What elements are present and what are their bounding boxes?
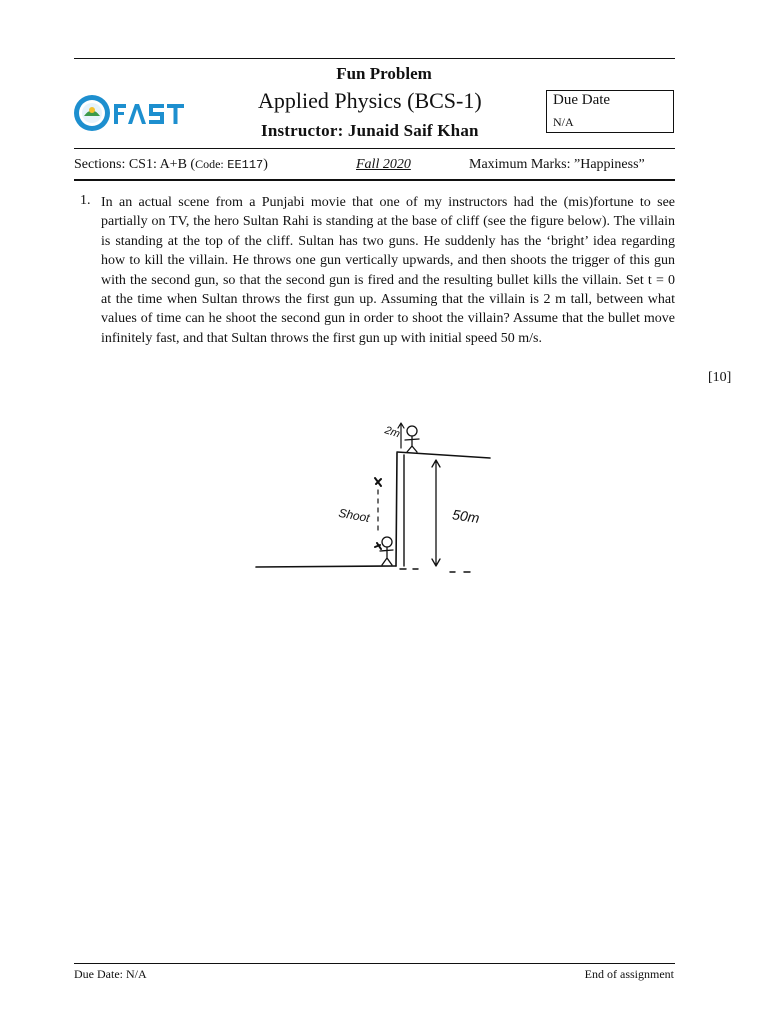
ground-line bbox=[256, 566, 396, 567]
cliff-left-edge bbox=[396, 453, 397, 566]
sections-info bbox=[74, 157, 268, 173]
problem-marks: [10] bbox=[708, 370, 732, 385]
due-date-box bbox=[546, 90, 674, 133]
shoot-label: Shoot bbox=[337, 505, 371, 526]
due-date-value: N/A bbox=[553, 115, 574, 129]
footer-end-note: End of assignment bbox=[584, 967, 674, 981]
code-value: EE117 bbox=[227, 158, 264, 172]
cliff-height-label: 50m bbox=[451, 506, 481, 526]
header-rule-bottom bbox=[74, 179, 675, 181]
hero-stick-figure bbox=[375, 537, 393, 565]
code-label: Code: bbox=[195, 157, 224, 171]
sections-suffix: ) bbox=[263, 157, 268, 172]
thrown-gun-icon bbox=[375, 478, 381, 486]
problem-text: In an actual scene from a Punjabi movie that one of my instructors had the (mis)fortune to see partially on TV, the hero Sultan Rahi is standing at the base of cliff (see the figure below). The villain is standing at the top of the cliff. Sultan has two guns. He suddenly has the ‘bright’ idea regarding how to kill the villain. He throws one gun vertically upwards, and then shoots the trigger of this gun with the second gun, so that the second gun is fired and the resulting bullet kills the villain. Set t = 0 at the time when Sultan throws the first gun up. Assuming that the villain is 2 m tall, between what values of time can he shoot the second gun in order to shoot the villain? Assume that the bullet move infinitely fast, and that Sultan throws the first gun up with initial speed 50 m/s. bbox=[101, 195, 675, 346]
cliff-top-edge bbox=[397, 452, 490, 458]
term-label: Fall 2020 bbox=[356, 157, 411, 172]
villain-stick-figure bbox=[405, 426, 419, 452]
max-marks: Maximum Marks: ”Happiness” bbox=[469, 157, 645, 172]
cliff-height-arrow bbox=[432, 460, 440, 566]
ground-dashes bbox=[400, 569, 470, 572]
course-title: Applied Physics (BCS-1) bbox=[258, 88, 482, 113]
fast-university-logo-icon bbox=[72, 93, 198, 133]
top-rule bbox=[74, 58, 675, 59]
footer-rule bbox=[74, 963, 675, 964]
header-rule-top bbox=[74, 148, 675, 149]
cliff-figure bbox=[250, 408, 502, 580]
footer-due-date: Due Date: N/A bbox=[74, 967, 147, 981]
sections-prefix: Sections: CS1: A+B ( bbox=[74, 157, 196, 172]
document-heading: Fun Problem bbox=[336, 64, 432, 83]
villain-height-label: 2m bbox=[383, 424, 402, 441]
problem-number: 1. bbox=[80, 193, 91, 208]
instructor-line: Instructor: Junaid Saif Khan bbox=[261, 121, 479, 140]
due-date-label: Due Date bbox=[553, 92, 611, 108]
